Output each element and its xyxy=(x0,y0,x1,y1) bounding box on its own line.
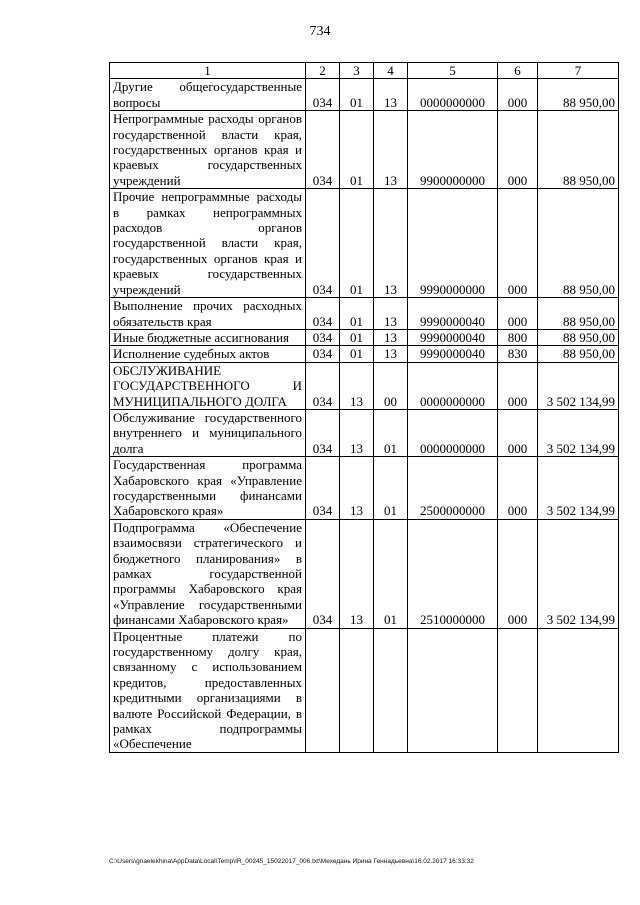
table-row xyxy=(110,189,619,298)
row-name-cell: Непрограммные расходы органов государственной власти края, государственных органов края и краевых государственных учреждений xyxy=(110,111,306,189)
row-name-cell: Исполнение судебных актов xyxy=(110,346,306,362)
column-header: 1 xyxy=(110,63,306,79)
section-cell: 01 xyxy=(340,298,374,330)
section-cell: 01 xyxy=(340,346,374,362)
amount-cell: 88 950,00 xyxy=(538,111,619,189)
section-cell: 13 xyxy=(340,457,374,520)
table-row xyxy=(110,298,619,330)
code-cell: 034 xyxy=(306,346,340,362)
subsection-cell xyxy=(374,628,408,752)
row-name-cell: Процентные платежи по государственному долгу края, связанному с использованием кредитов, предоставленных кредитными организациями в валюте Российской Федерации, в рамках подпрограммы «Обеспечение xyxy=(110,628,306,752)
code-cell: 034 xyxy=(306,362,340,409)
table-row xyxy=(110,409,619,456)
target-article-cell: 0000000000 xyxy=(408,362,498,409)
row-name-cell: Обслуживание государственного внутреннего и муниципального долга xyxy=(110,409,306,456)
subsection-cell: 01 xyxy=(374,519,408,628)
subsection-cell: 13 xyxy=(374,346,408,362)
table-row xyxy=(110,346,619,362)
subsection-cell: 13 xyxy=(374,298,408,330)
amount-cell xyxy=(538,628,619,752)
expense-type-cell: 000 xyxy=(498,409,538,456)
expense-type-cell: 000 xyxy=(498,298,538,330)
expense-type-cell: 000 xyxy=(498,457,538,520)
code-cell: 034 xyxy=(306,298,340,330)
section-cell: 01 xyxy=(340,79,374,111)
target-article-cell: 2500000000 xyxy=(408,457,498,520)
section-cell: 13 xyxy=(340,362,374,409)
expense-type-cell: 000 xyxy=(498,189,538,298)
expense-type-cell: 800 xyxy=(498,329,538,345)
page-number: 734 xyxy=(309,24,331,39)
table-row xyxy=(110,362,619,409)
target-article-cell: 9990000040 xyxy=(408,298,498,330)
code-cell: 034 xyxy=(306,329,340,345)
target-article-cell xyxy=(408,628,498,752)
section-cell: 01 xyxy=(340,329,374,345)
table-row xyxy=(110,628,619,752)
subsection-cell: 01 xyxy=(374,409,408,456)
subsection-cell: 13 xyxy=(374,111,408,189)
row-name-cell: Подпрограмма «Обеспечение взаимосвязи стратегического и бюджетного планирования» в рамках государственной программы Хабаровского края «Управление государственными финансами Хабаровского края» xyxy=(110,519,306,628)
table-row xyxy=(110,79,619,111)
column-header: 7 xyxy=(538,63,619,79)
subsection-cell: 13 xyxy=(374,189,408,298)
amount-cell: 3 502 134,99 xyxy=(538,519,619,628)
row-name-cell: Иные бюджетные ассигнования xyxy=(110,329,306,345)
amount-cell: 3 502 134,99 xyxy=(538,409,619,456)
section-cell xyxy=(340,628,374,752)
column-header: 6 xyxy=(498,63,538,79)
section-cell: 13 xyxy=(340,409,374,456)
code-cell xyxy=(306,628,340,752)
subsection-cell: 13 xyxy=(374,329,408,345)
amount-cell: 88 950,00 xyxy=(538,346,619,362)
budget-table xyxy=(109,62,619,753)
subsection-cell: 00 xyxy=(374,362,408,409)
expense-type-cell: 830 xyxy=(498,346,538,362)
subsection-cell: 13 xyxy=(374,79,408,111)
amount-cell: 88 950,00 xyxy=(538,79,619,111)
header-row xyxy=(110,63,619,79)
table-row xyxy=(110,457,619,520)
row-name-cell: Выполнение прочих расходных обязательств края xyxy=(110,298,306,330)
expense-type-cell xyxy=(498,628,538,752)
file-path-footer: C:\Users\gnaelekhina\AppData\Local\Temp\IR_00245_15022017_006.txt\Мехедань Ирина Геннадьевна\16.02.2017 16:33:32 xyxy=(109,858,474,865)
target-article-cell: 9990000040 xyxy=(408,346,498,362)
code-cell: 034 xyxy=(306,189,340,298)
code-cell: 034 xyxy=(306,79,340,111)
row-name-cell: ОБСЛУЖИВАНИЕ ГОСУДАРСТВЕННОГО И МУНИЦИПАЛЬНОГО ДОЛГА xyxy=(110,362,306,409)
expense-type-cell: 000 xyxy=(498,79,538,111)
table-row xyxy=(110,329,619,345)
target-article-cell: 0000000000 xyxy=(408,409,498,456)
expense-type-cell: 000 xyxy=(498,111,538,189)
column-header: 2 xyxy=(306,63,340,79)
code-cell: 034 xyxy=(306,111,340,189)
target-article-cell: 9990000040 xyxy=(408,329,498,345)
subsection-cell: 01 xyxy=(374,457,408,520)
code-cell: 034 xyxy=(306,457,340,520)
column-header: 4 xyxy=(374,63,408,79)
amount-cell: 3 502 134,99 xyxy=(538,457,619,520)
code-cell: 034 xyxy=(306,519,340,628)
code-cell: 034 xyxy=(306,409,340,456)
table-row xyxy=(110,519,619,628)
amount-cell: 88 950,00 xyxy=(538,298,619,330)
target-article-cell: 9990000000 xyxy=(408,189,498,298)
target-article-cell: 0000000000 xyxy=(408,79,498,111)
amount-cell: 88 950,00 xyxy=(538,189,619,298)
section-cell: 13 xyxy=(340,519,374,628)
section-cell: 01 xyxy=(340,189,374,298)
column-header: 3 xyxy=(340,63,374,79)
expense-type-cell: 000 xyxy=(498,362,538,409)
amount-cell: 88 950,00 xyxy=(538,329,619,345)
target-article-cell: 9900000000 xyxy=(408,111,498,189)
amount-cell: 3 502 134,99 xyxy=(538,362,619,409)
row-name-cell: Другие общегосударственные вопросы xyxy=(110,79,306,111)
row-name-cell: Прочие непрограммные расходы в рамках непрограммных расходов органов государственной власти края, государственных органов края и краевых государственных учреждений xyxy=(110,189,306,298)
row-name-cell: Государственная программа Хабаровского края «Управление государственными финансами Хабаровского края» xyxy=(110,457,306,520)
expense-type-cell: 000 xyxy=(498,519,538,628)
target-article-cell: 2510000000 xyxy=(408,519,498,628)
column-header: 5 xyxy=(408,63,498,79)
table-row xyxy=(110,111,619,189)
section-cell: 01 xyxy=(340,111,374,189)
